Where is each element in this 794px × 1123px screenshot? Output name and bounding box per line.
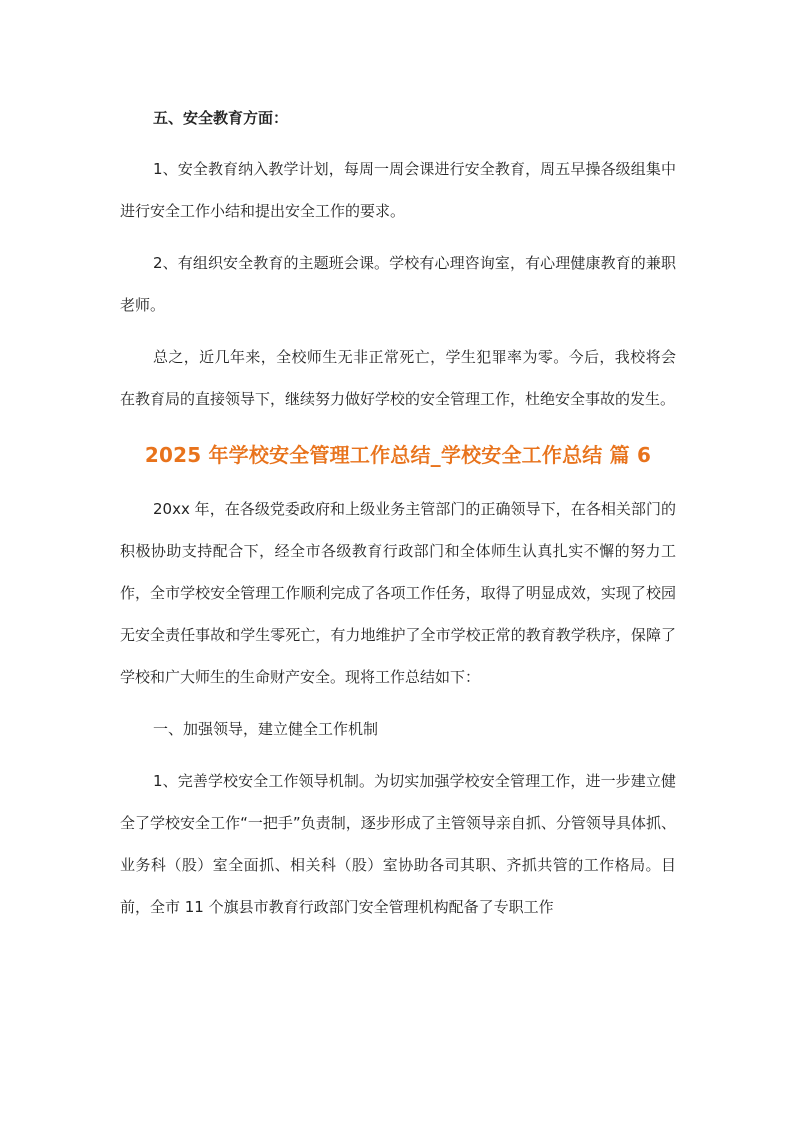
paragraph-leadership-mechanism: 1、完善学校安全工作领导机制。为切实加强学校安全管理工作，进一步建立健全了学校安全工作“一把手”负责制，逐步形成了主管领导亲自抓、分管领导具体抓、业务科（股）室全面抓、相关科（股）室协助各司其职、齐抓共管的工作格局。目前，全市 11 个旗县市教育行政部门安全管理机构配备了专职工作 <box>120 772 676 916</box>
section-title: 2025 年学校安全管理工作总结_学校安全工作总结 篇 6 <box>144 443 652 467</box>
paragraph-conclusion: 总之，近几年来，全校师生无非正常死亡，学生犯罪率为零。今后，我校将会在教育局的直接领导下，继续努力做好学校的安全管理工作，杜绝安全事故的发生。 <box>120 348 676 408</box>
paragraph-class-meeting: 2、有组织安全教育的主题班会课。学校有心理咨询室，有心理健康教育的兼职老师。 <box>120 254 676 314</box>
paragraph-safety-plan: 1、安全教育纳入教学计划，每周一周会课进行安全教育，周五早操各级组集中进行安全工作小结和提出安全工作的要求。 <box>120 160 676 220</box>
subheading-leadership: 一、加强领导，建立健全工作机制 <box>153 720 379 738</box>
section-heading-safety-education: 五、安全教育方面： <box>153 109 289 127</box>
paragraph-intro: 20xx 年，在各级党委政府和上级业务主管部门的正确领导下，在各相关部门的积极协助支持配合下，经全市各级教育行政部门和全体师生认真扎实不懈的努力工作，全市学校安全管理工作顺利完成了各项工作任务，取得了明显成效，实现了校园无安全责任事故和学生零死亡，有力地维护了全市学校正常的教育教学秩序，保障了学校和广大师生的生命财产安全。现将工作总结如下： <box>120 500 676 686</box>
